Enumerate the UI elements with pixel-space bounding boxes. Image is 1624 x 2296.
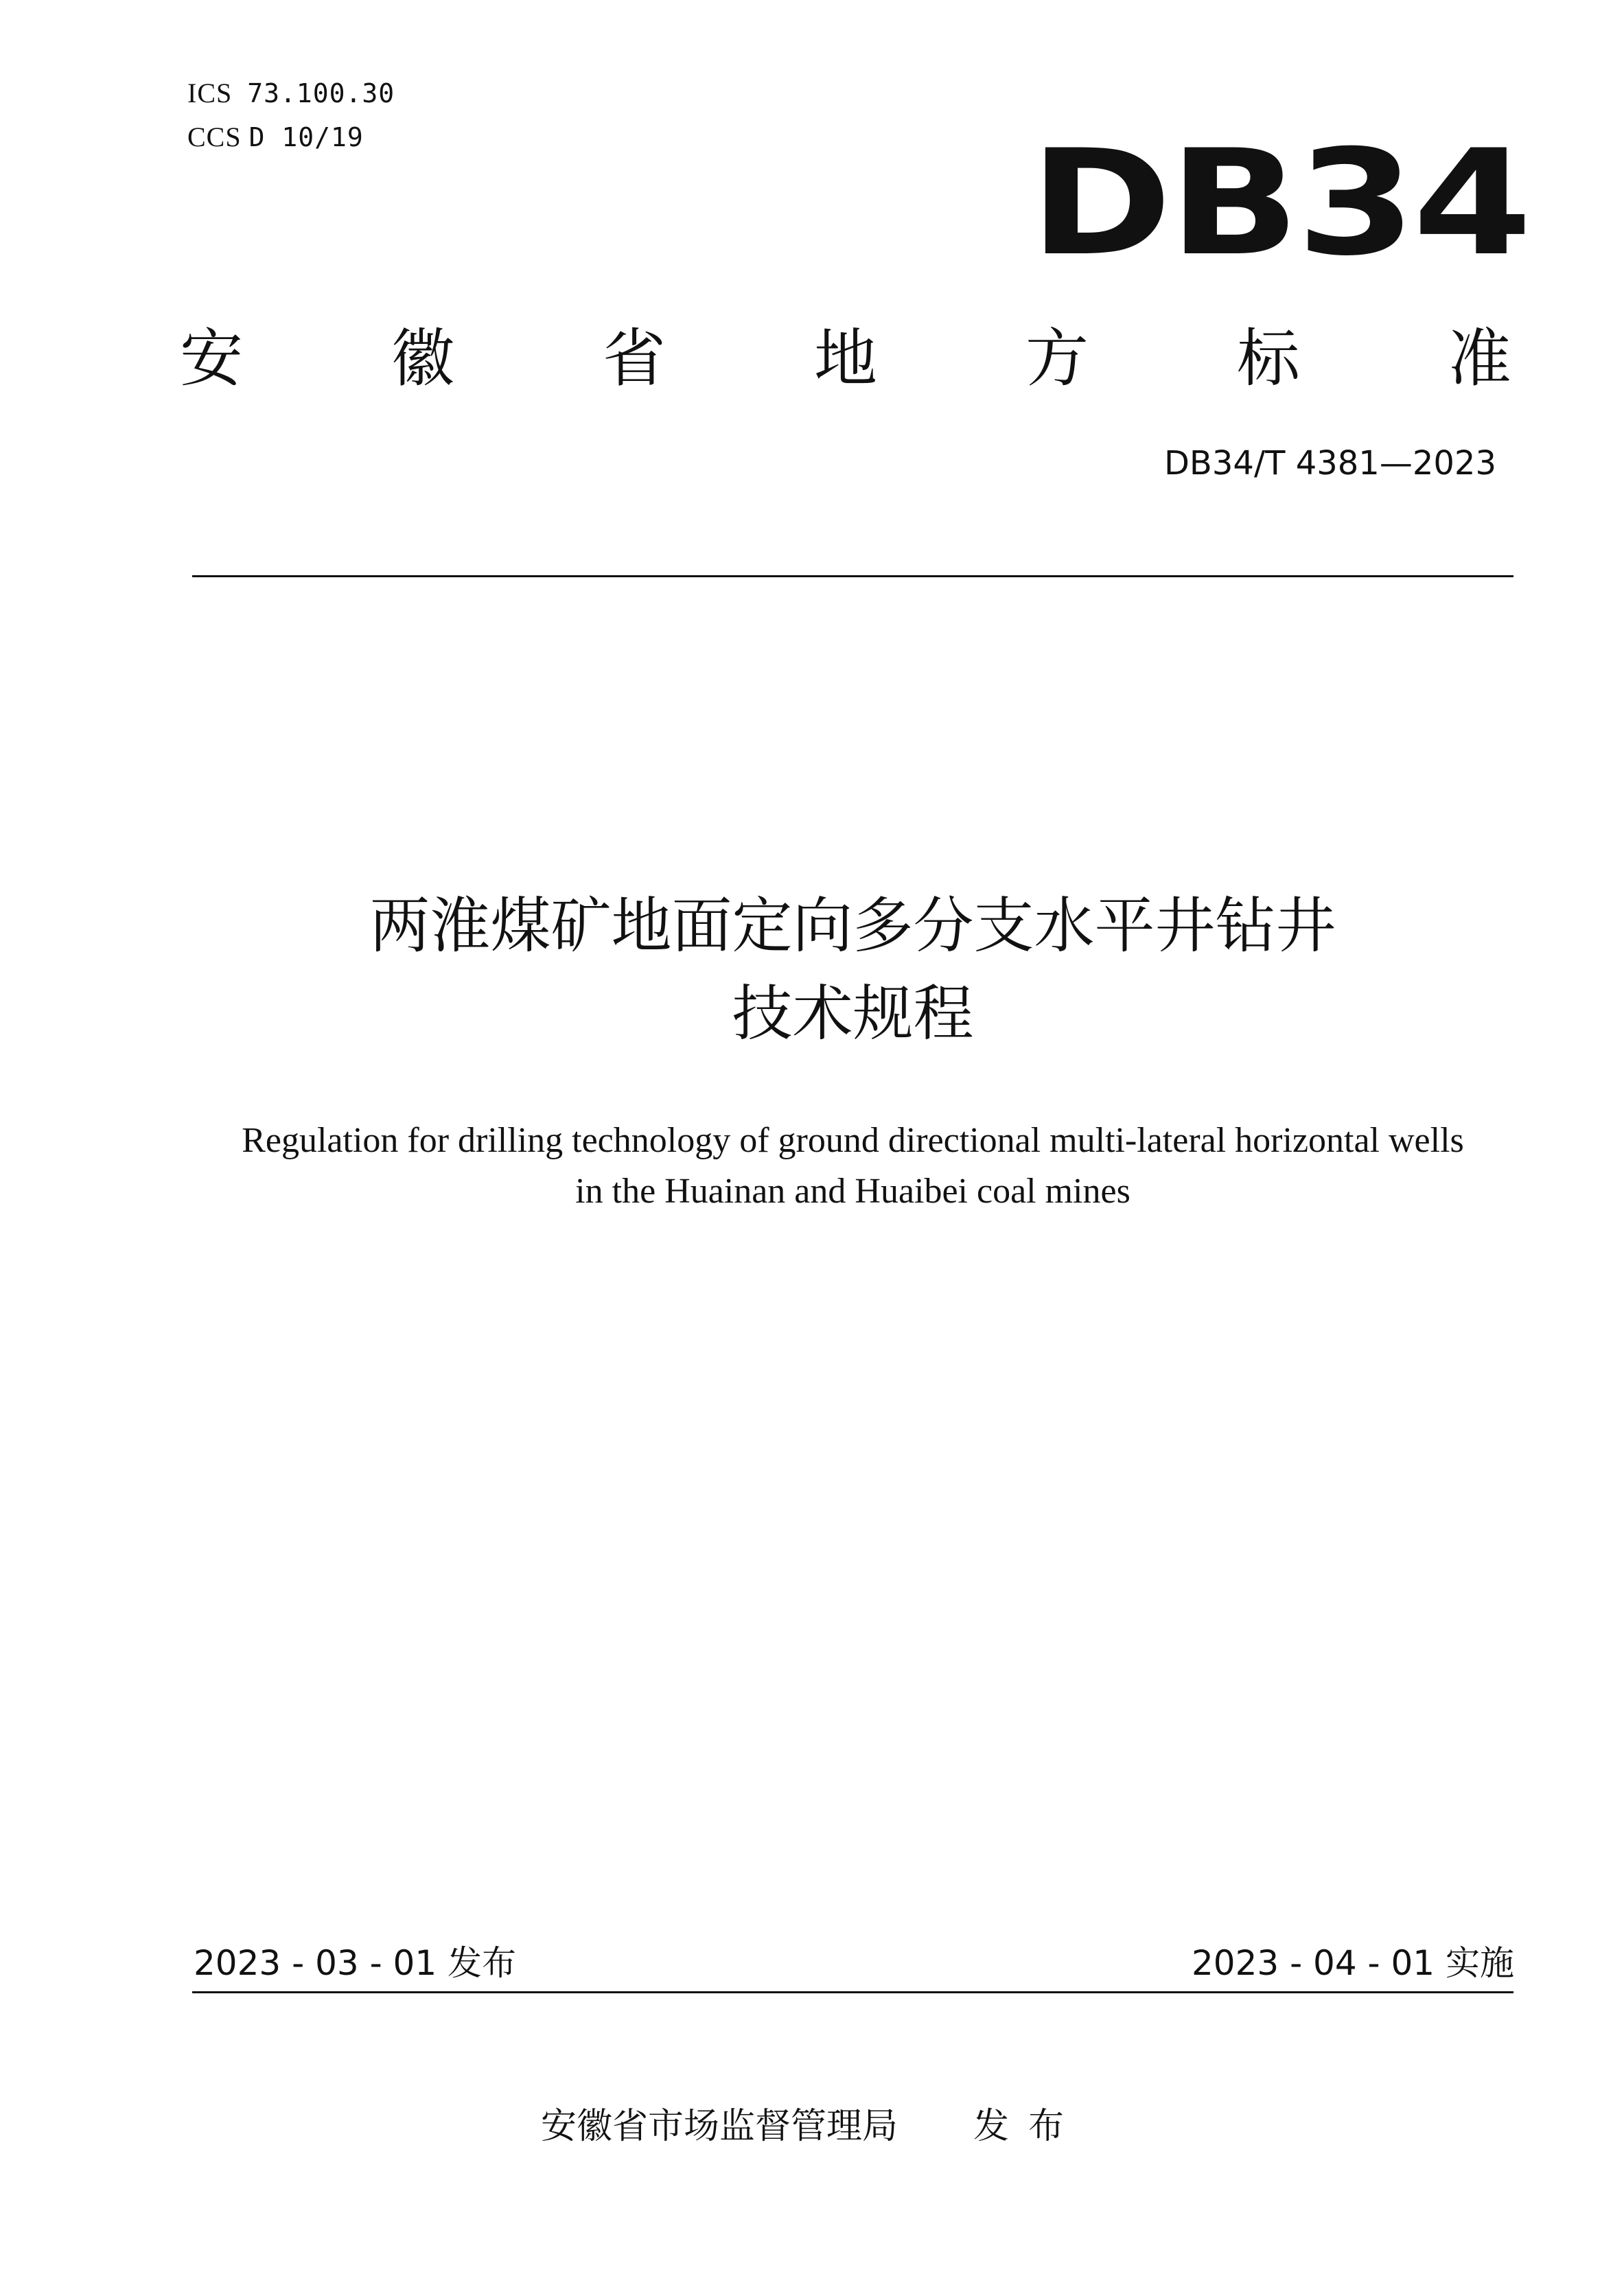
standard-type-char: 安 [180, 322, 244, 395]
title-english [172, 1115, 1534, 1217]
standard-type-char: 地 [813, 322, 877, 395]
standard-type-char: 准 [1448, 322, 1511, 395]
title-english-line: in the Huainan and Huaibei coal mines [575, 1172, 1130, 1211]
effective-date: 2023 - 04 - 01 实施 [1191, 1943, 1514, 1983]
header-divider [192, 575, 1513, 577]
title-chinese-line: 两淮煤矿地面定向多分支水平井钻井 [369, 890, 1336, 961]
ccs-label: CCS [187, 121, 242, 152]
issuer-action: 发布 [973, 2106, 1084, 2147]
ics-code: 73.100.30 [247, 78, 395, 108]
db34-logo: DB34 [1030, 118, 1529, 288]
issue-date: 2023 - 03 - 01 发布 [194, 1943, 517, 1983]
standard-type-char: 标 [1236, 322, 1300, 395]
standard-type-heading [180, 314, 1511, 404]
standard-number: DB34/T 4381—2023 [1163, 444, 1496, 483]
issuer-name: 安徽省市场监督管理局 [540, 2106, 898, 2147]
standard-type-char: 方 [1025, 322, 1089, 395]
title-english-line: Regulation for drilling technology of ground directional multi-lateral horizontal wells [242, 1121, 1464, 1160]
ics-label: ICS [187, 78, 233, 108]
title-chinese-line: 技术规程 [732, 978, 974, 1049]
footer-divider [192, 1991, 1513, 1993]
title-chinese [192, 882, 1513, 1058]
ccs-classification [187, 121, 364, 154]
standard-type-char: 省 [602, 322, 666, 395]
issuing-authority [0, 2102, 1624, 2151]
standard-type-char: 徽 [391, 322, 454, 395]
ccs-code: D 10/19 [248, 122, 364, 152]
ics-classification [187, 77, 395, 110]
